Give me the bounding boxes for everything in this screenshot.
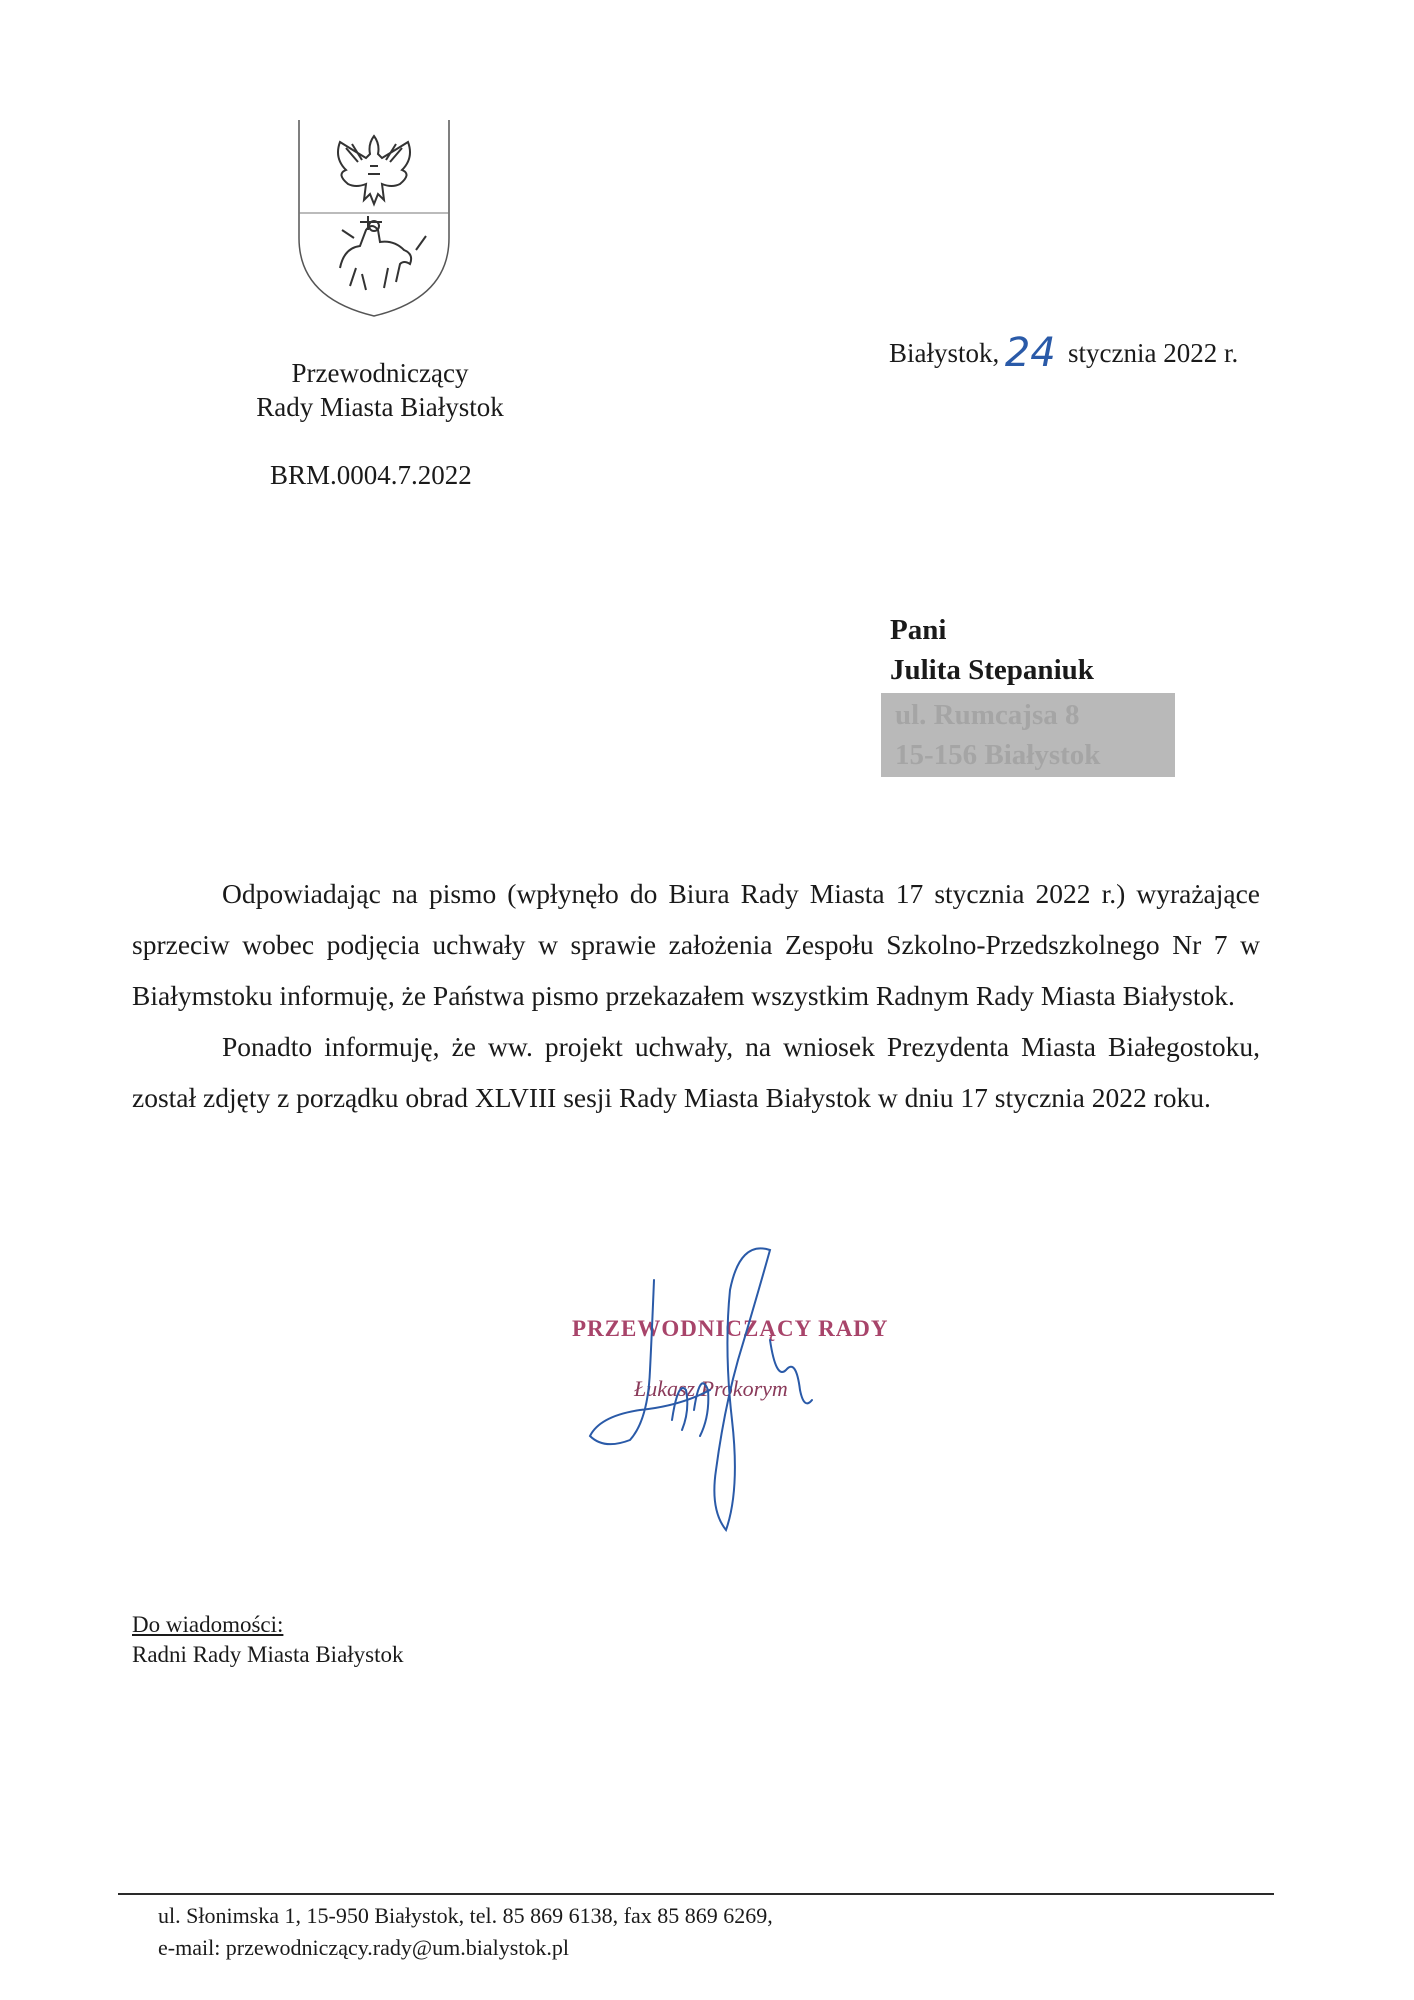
date-place: Białystok,: [889, 338, 1000, 368]
redacted-address: [881, 693, 1175, 777]
footer-address: ul. Słonimska 1, 15-950 Białystok, tel. 85 869 6138, fax 85 869 6269,: [158, 1903, 773, 1928]
footer-contact: [158, 1900, 773, 1964]
reference-number: BRM.0004.7.2022: [270, 460, 472, 490]
date-month-year: stycznia 2022 r.: [1068, 338, 1239, 368]
footer-email: e-mail: przewodniczący.rady@um.bialystok.pl: [158, 1935, 570, 1960]
body-paragraph-1: Odpowiadając na pismo (wpłynęło do Biura Rady Miasta 17 stycznia 2022 r.) wyrażające sprzeciw wobec podjęcia uchwały w sprawie założenia Zespołu Szkolno-Przedszkolnego Nr 7 w Białymstoku informuję, że Państwa pismo przekazałem wszystkim Radnym Rady Miasta Białystok.: [132, 878, 1260, 1011]
recipient-block: [890, 610, 1094, 690]
cc-recipient: Radni Rady Miasta Białystok: [132, 1642, 404, 1667]
recipient-address-line1: ul. Rumcajsa 8: [895, 699, 1080, 731]
stamp-title: PRZEWODNICZĄCY RADY: [572, 1316, 889, 1341]
body-paragraph-2: Ponadto informuję, że ww. projekt uchwały, na wniosek Prezydenta Miasta Białegostoku, został zdjęty z porządku obrad XLVIII sesji Rady Miasta Białystok w dniu 17 stycznia 2022 roku.: [132, 1031, 1260, 1113]
sender-title: Przewodniczący: [291, 358, 469, 388]
letter-body: [132, 868, 1260, 1123]
sender-block: [230, 356, 530, 424]
recipient-name: Julita Stepaniuk: [890, 654, 1094, 686]
coat-of-arms-icon: [296, 118, 452, 318]
letter-date: [889, 326, 1239, 376]
date-day-handwritten: 24: [1004, 330, 1056, 376]
recipient-salutation: Pani: [890, 614, 947, 646]
cc-heading: Do wiadomości:: [132, 1612, 284, 1637]
footer-divider: [118, 1893, 1274, 1895]
stamp-name: Łukasz Prokorym: [634, 1376, 788, 1401]
handwritten-signature-icon: [560, 1240, 860, 1540]
recipient-address-line2: 15-156 Białystok: [895, 739, 1101, 771]
sender-organization: Rady Miasta Białystok: [256, 392, 504, 422]
